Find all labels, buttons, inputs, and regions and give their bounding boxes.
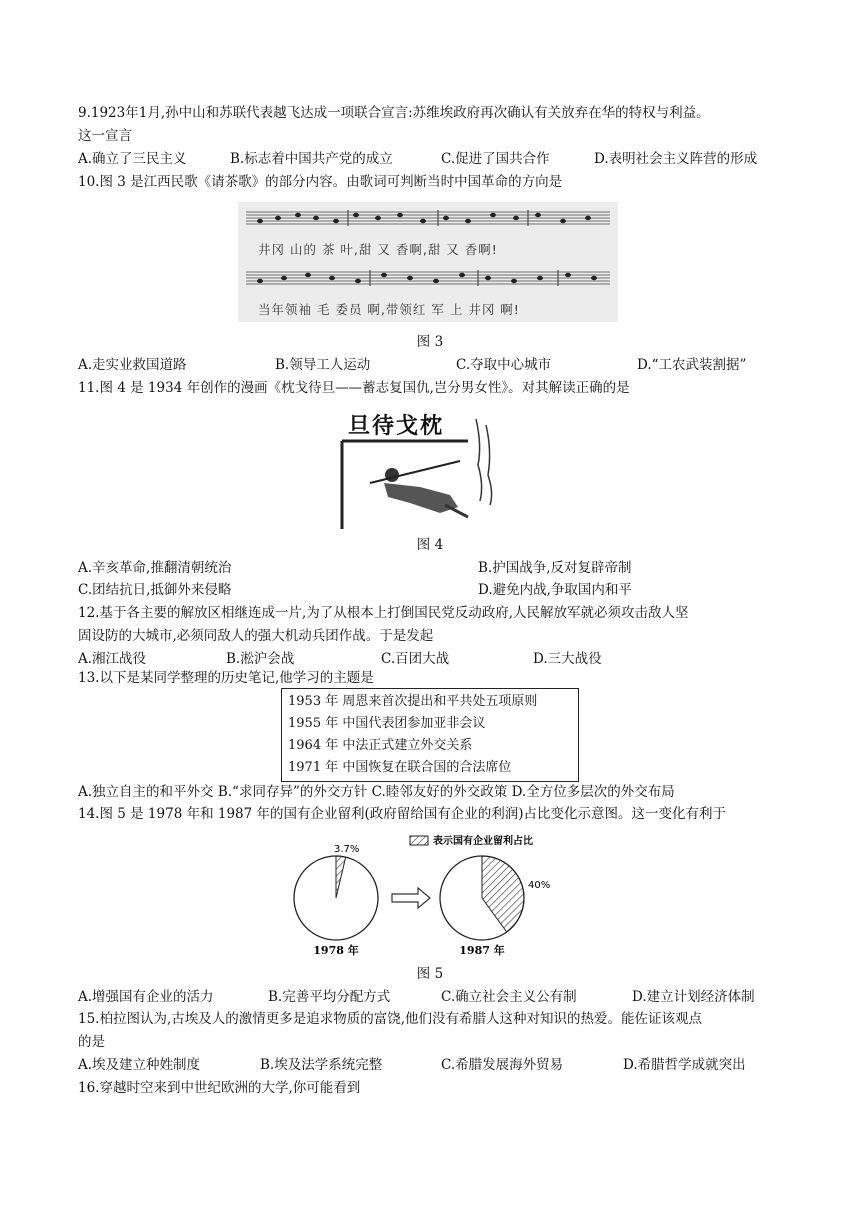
- q12-stem-line2: 固设防的大城市,必须同敌人的强大机动兵团作战。于是发起: [78, 628, 434, 644]
- q15-stem-line1: 15.柏拉图认为,古埃及人的激情更多是追求物质的富饶,他们没有希腊人这种对知识的热爱。能佐证该观点: [78, 1011, 703, 1027]
- q12-option-c: C.百团大战: [381, 651, 450, 667]
- q10-stem: 10.图 3 是江西民歌《请茶歌》的部分内容。由歌词可判断当时中国革命的方向是: [78, 174, 563, 190]
- q13-stem: 13.以下是某同学整理的历史笔记,他学习的主题是: [78, 670, 374, 686]
- figure-4-caption: 图 4: [416, 537, 444, 553]
- q14-option-b: B.完善平均分配方式: [268, 989, 391, 1005]
- song-score-figure: [238, 202, 618, 322]
- q9-option-c: C.促进了国共合作: [441, 151, 550, 167]
- note-1953: 1953 年 周恩来首次提出和平共处五项原则: [288, 694, 538, 709]
- q10-option-b: B.领导工人运动: [275, 357, 371, 373]
- pie-1978-year-label: 1978 年: [313, 944, 359, 957]
- q15-option-a: A.埃及建立种姓制度: [78, 1057, 201, 1073]
- q10-option-a: A.走实业救国道路: [78, 357, 187, 373]
- q9-option-a: A.确立了三民主义: [78, 151, 187, 167]
- arrow-icon: [392, 888, 430, 908]
- legend-swatch: [410, 836, 428, 845]
- q11-option-a: A.辛亥革命,推翻清朝统治: [78, 560, 232, 576]
- pie-1987-year-label: 1987 年: [459, 944, 505, 957]
- q14-stem: 14.图 5 是 1978 年和 1987 年的国有企业留利(政府留给国有企业的利润)占比变化示意图。这一变化有利于: [78, 806, 727, 822]
- history-notes-box: [281, 688, 579, 782]
- q13-options: A.独立自主的和平外交 B.“求同存异”的外交方针 C.睦邻友好的外交政策 D.全方位多层次的外交布局: [78, 784, 675, 800]
- q11-option-b: B.护国战争,反对复辟帝制: [478, 560, 632, 576]
- q9-stem-line2: 这一宣言: [78, 128, 132, 144]
- note-1971: 1971 年 中国恢复在联合国的合法席位: [288, 760, 512, 775]
- pie-chart-figure: [290, 830, 590, 958]
- q14-option-a: A.增强国有企业的活力: [78, 989, 214, 1005]
- pie-1978-share-label: 3.7%: [334, 844, 360, 855]
- note-1955: 1955 年 中国代表团参加亚非会议: [288, 716, 486, 731]
- legend-label: 表示国有企业留利占比: [433, 836, 533, 847]
- q16-stem: 16.穿越时空来到中世纪欧洲的大学,你可能看到: [78, 1080, 361, 1096]
- q11-option-d: D.避免内战,争取国内和平: [478, 582, 632, 598]
- cartoon-figure: [340, 405, 500, 529]
- q11-option-c: C.团结抗日,抵御外来侵略: [78, 582, 232, 598]
- q14-option-c: C.确立社会主义公有制: [441, 989, 577, 1005]
- q12-option-d: D.三大战役: [533, 651, 602, 667]
- q14-option-d: D.建立计划经济体制: [632, 989, 755, 1005]
- figure-5-caption: 图 5: [416, 966, 444, 982]
- q15-option-c: C.希腊发展海外贸易: [441, 1057, 564, 1073]
- pie-1987-share-label: 40%: [528, 880, 551, 891]
- lyrics-line-2: 当年领袖 毛 委员 啊,带领红 军 上 井冈 啊!: [258, 302, 520, 317]
- q15-option-b: B.埃及法学系统完整: [260, 1057, 383, 1073]
- q9-option-b: B.标志着中国共产党的成立: [230, 151, 393, 167]
- q12-stem-line1: 12.基于各主要的解放区相继连成一片,为了从根本上打倒国民党反动政府,人民解放军就必须攻击敌人坚: [78, 605, 689, 621]
- q15-option-d: D.希腊哲学成就突出: [623, 1057, 746, 1073]
- cartoon-title: 旦待戈枕: [348, 414, 445, 439]
- note-1964: 1964 年 中法正式建立外交关系: [288, 738, 473, 753]
- q15-stem-line2: 的是: [78, 1034, 105, 1050]
- lyrics-line-1: 井冈 山的 茶 叶,甜 又 香啊,甜 又 香啊!: [258, 242, 498, 257]
- pie-chart-svg: [290, 830, 590, 958]
- soldier-drawing: [340, 405, 500, 529]
- q9-stem-line1: 9.1923年1月,孙中山和苏联代表越飞达成一项联合宣言:苏维埃政府再次确认有关放弃在华的特权与利益。: [78, 105, 710, 121]
- q9-option-d: D.表明社会主义阵营的形成: [594, 151, 758, 167]
- q10-option-d: D.“工农武装割据”: [637, 357, 747, 373]
- figure-3-caption: 图 3: [416, 334, 444, 350]
- q11-stem: 11.图 4 是 1934 年创作的漫画《枕戈待旦——蓄志复国仇,岂分男女性》。对其解读正确的是: [78, 380, 630, 396]
- q12-option-b: B.淞沪会战: [226, 651, 295, 667]
- q10-option-c: C.夺取中心城市: [456, 357, 552, 373]
- q12-option-a: A.湘江战役: [78, 651, 147, 667]
